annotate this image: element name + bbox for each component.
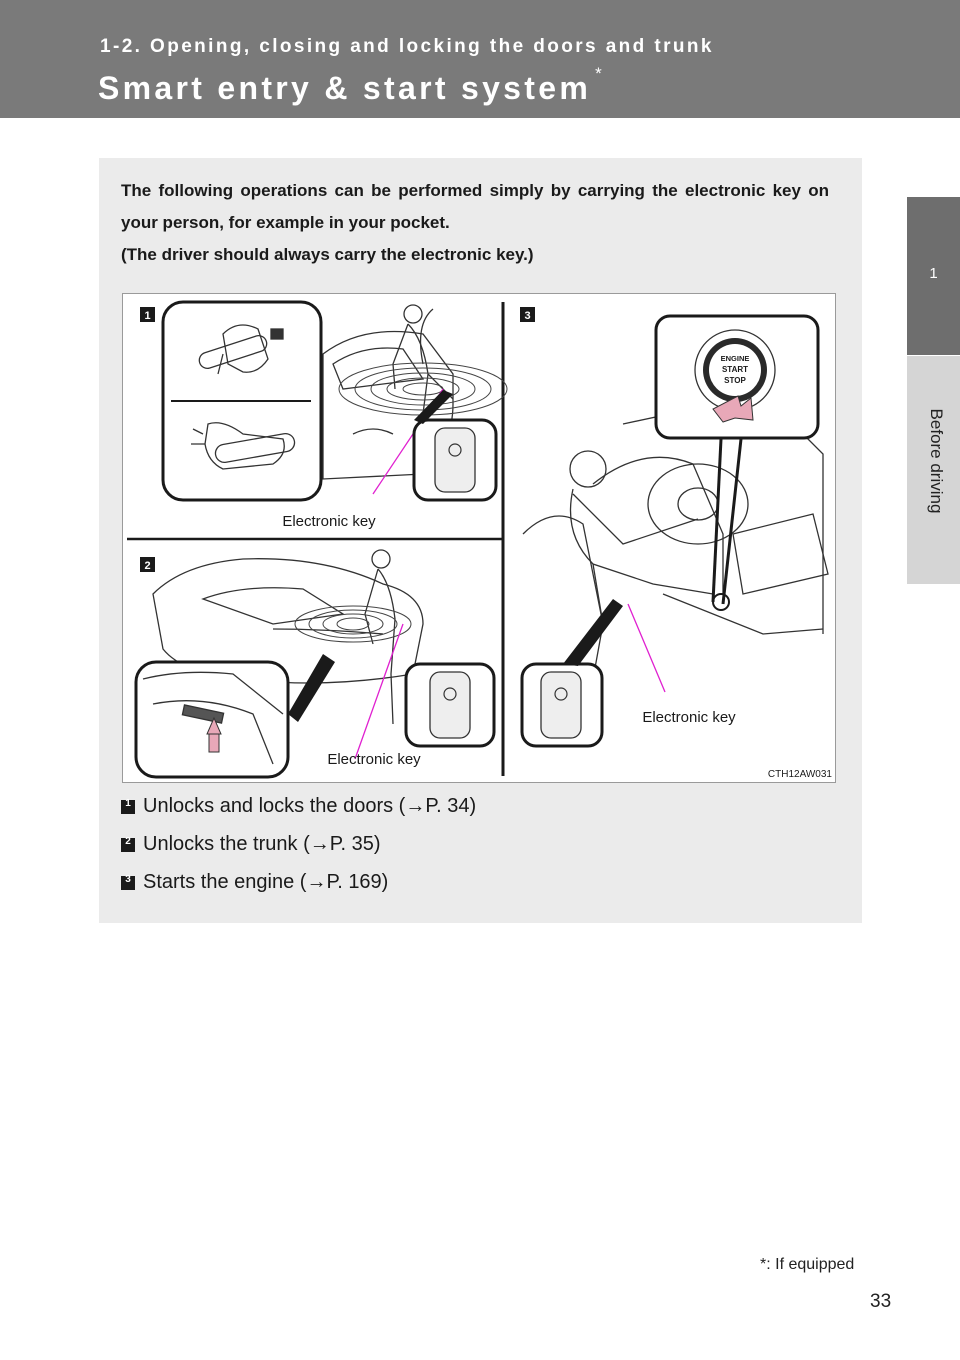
figure-code: CTH12AW031 [767, 769, 832, 780]
driver-drawing [570, 451, 713, 624]
footnote-asterisk: * [760, 1256, 767, 1273]
marker-3-label: 3 [524, 310, 531, 322]
intro-text: The following operations can be performed simply by carrying the electronic key on your person, for example in your pocket. [121, 181, 829, 232]
signal-waves-icon-2 [295, 606, 411, 642]
content-panel [99, 158, 862, 923]
section-heading: 1-2. Opening, closing and locking the doors and trunk [100, 36, 714, 57]
page-header [0, 0, 960, 118]
key-fob-icon-1 [435, 428, 475, 492]
caption-2-ref: →P. 35) [309, 833, 381, 855]
label-electronic-key-3: Electronic key [642, 709, 736, 726]
chapter-tab-number-block [907, 197, 960, 355]
marker-1-bullet-icon: 1 [121, 800, 135, 814]
start-button-location [713, 594, 729, 610]
caption-1-ref: →P. 34) [405, 795, 477, 817]
caption-3-text: Starts the engine ( [143, 871, 307, 893]
caption-3 [121, 871, 388, 894]
illustration-figure [122, 293, 836, 783]
title-asterisk: * [595, 64, 606, 83]
page-title [98, 64, 606, 107]
footnote-text: : If equipped [766, 1256, 855, 1273]
label-electronic-key-2: Electronic key [327, 751, 421, 768]
button-text-stop: STOP [724, 376, 746, 385]
marker-2-bullet-icon: 2 [121, 838, 135, 852]
intro-note: (The driver should always carry the electronic key.) [121, 245, 534, 264]
caption-3-ref: →P. 169) [306, 871, 389, 893]
page-number: 33 [870, 1291, 892, 1312]
button-text-engine: ENGINE [720, 354, 750, 363]
caption-2-text: Unlocks the trunk ( [143, 833, 310, 855]
button-text-start: START [721, 365, 749, 374]
chapter-label: Before driving [927, 408, 946, 514]
footnote [760, 1256, 854, 1274]
chapter-number: 1 [929, 265, 938, 282]
chapter-tab-label-block [907, 356, 960, 584]
label-electronic-key-1: Electronic key [282, 513, 376, 530]
intro-text-block [121, 175, 829, 271]
caption-1 [121, 795, 476, 818]
marker-3-bullet-icon: 3 [121, 876, 135, 890]
title-text: Smart entry & start system [98, 70, 592, 106]
illustration-svg [123, 294, 837, 784]
caption-2 [121, 833, 381, 856]
callout-line-3 [628, 604, 665, 692]
caption-1-text: Unlocks and locks the doors ( [143, 795, 406, 817]
signal-waves-icon [339, 363, 507, 415]
key-fob-icon-3 [541, 672, 581, 738]
callout-line-2 [355, 624, 403, 759]
marker-2-label: 2 [144, 560, 151, 572]
key-fob-icon-2 [430, 672, 470, 738]
marker-1-label: 1 [144, 310, 151, 322]
